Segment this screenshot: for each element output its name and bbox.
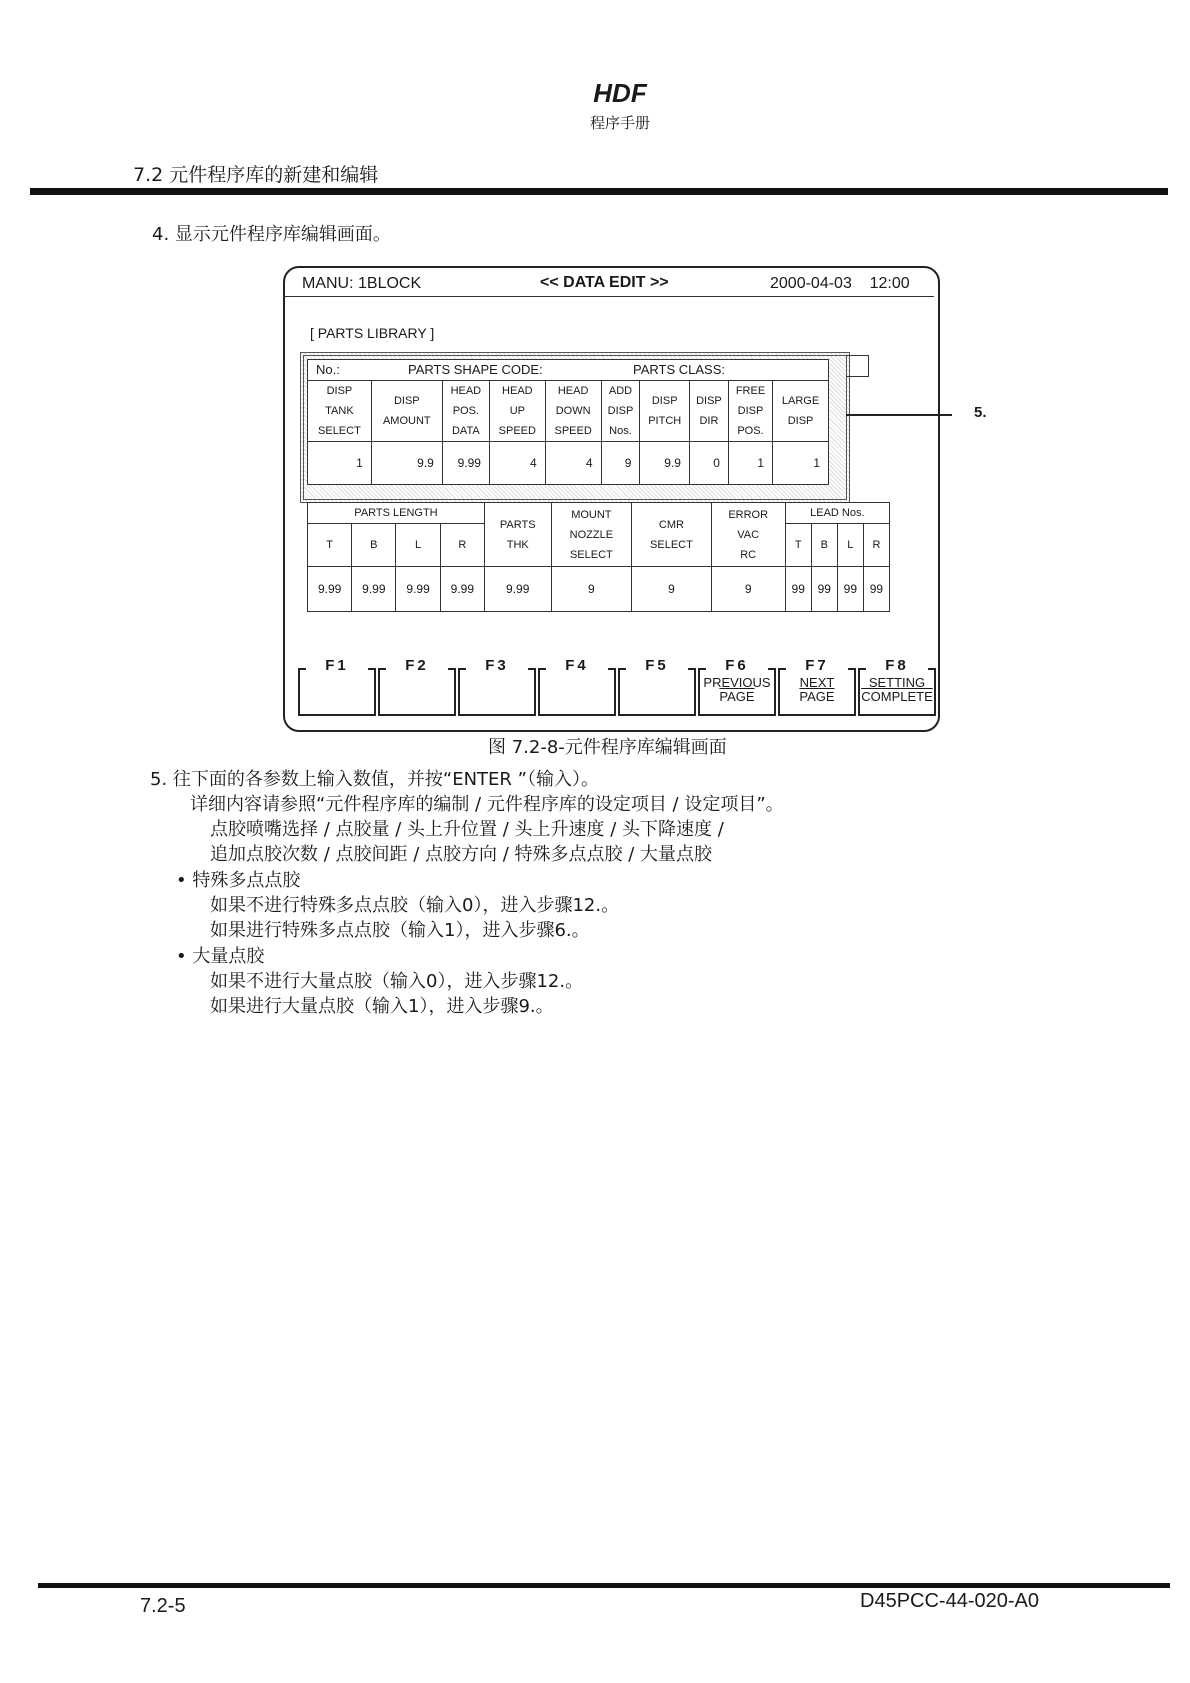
table1-col-header [545, 381, 601, 442]
screen-mode-title: << DATA EDIT >> [540, 274, 669, 291]
table1-header-line: ADD [608, 385, 633, 397]
table1-value-cell[interactable]: 9 [601, 442, 640, 485]
table1-header-line: POS. [452, 405, 479, 417]
table1-value-cell[interactable]: 1 [773, 442, 829, 485]
table1-value-cell[interactable]: 4 [545, 442, 601, 485]
function-key-f7[interactable] [778, 657, 856, 716]
table2-value-cell[interactable]: 9.99 [308, 567, 352, 612]
table1-value-row [308, 442, 829, 485]
table2-value-cell[interactable]: 9.99 [396, 567, 440, 612]
parts-thk-line2: THK [506, 538, 529, 551]
table2-value-cell[interactable]: 99 [837, 567, 863, 612]
function-key-label: F7 [786, 657, 848, 674]
bullet1-line1: 如果不进行特殊多点点胶（输入0），进入步骤12.。 [210, 895, 620, 916]
table1-header-line: PITCH [648, 415, 682, 427]
table1-header-line: DOWN [555, 405, 591, 417]
table1-col-header [640, 381, 690, 442]
no-label: No.: [316, 362, 340, 377]
table1-header-line: HEAD [502, 385, 533, 397]
table1-title-row [308, 360, 829, 381]
parts-thk-line1: PARTS [499, 518, 536, 531]
table1-value-cell[interactable]: 1 [728, 442, 772, 485]
table1-header-line: DISP [651, 395, 678, 407]
callout-5: 5. [974, 404, 987, 421]
table1-value-cell[interactable]: 1 [308, 442, 372, 485]
footer-rule [38, 1583, 1170, 1588]
table1-value-cell[interactable]: 9.9 [371, 442, 442, 485]
class-label: PARTS CLASS: [633, 362, 725, 377]
parts-library-label: [ PARTS LIBRARY ] [310, 325, 435, 341]
table1-header-line: SELECT [318, 425, 361, 437]
function-key-f8[interactable] [858, 657, 936, 716]
table2-value-cell[interactable]: 9 [632, 567, 712, 612]
function-key-f5[interactable] [618, 657, 696, 716]
table1-header-line: DISP [326, 385, 353, 397]
table1-header-line: DATA [451, 425, 480, 437]
parts-length-col-header: R [440, 524, 484, 567]
table1-header-line: DISP [787, 415, 814, 427]
manual-title: HDF [593, 78, 647, 108]
step-4-text: 4. 显示元件程序库编辑画面。 [152, 224, 391, 245]
table1-header-line: HEAD [557, 385, 589, 397]
screen-time: 12:00 [869, 275, 910, 292]
function-key-label: F1 [306, 657, 368, 674]
manual-subtitle: 程序手册 [589, 114, 650, 132]
parts-parameter-table [307, 359, 829, 485]
table1-header-line: DIR [699, 415, 719, 427]
bullet1-line2: 如果进行特殊多点点胶（输入1），进入步骤6.。 [210, 920, 590, 941]
header-rule [30, 188, 1168, 195]
error-vac-header [711, 503, 785, 567]
function-key-f6[interactable] [698, 657, 776, 716]
table1-header-line: SPEED [554, 425, 592, 437]
screen-header-rule [284, 296, 934, 297]
parts-dimension-table [307, 502, 890, 612]
cmr-select-line2: SELECT [650, 538, 693, 551]
cmr-select-line1: CMR [658, 518, 684, 531]
table1-col-header [728, 381, 772, 442]
table1-col-header [308, 381, 372, 442]
error-vac-line3: RC [740, 548, 757, 561]
table1-header-line: UP [509, 405, 525, 417]
table1-header-line: LARGE [781, 395, 820, 407]
bullet-large-dispense: • 大量点胶 [176, 946, 265, 967]
table1-col-header [601, 381, 640, 442]
function-key-f4[interactable] [538, 657, 616, 716]
bullet-special-multipoint: • 特殊多点点胶 [176, 870, 301, 891]
parts-length-header: PARTS LENGTH [308, 503, 485, 524]
table1-col-header [689, 381, 728, 442]
table2-value-cell[interactable]: 9 [711, 567, 785, 612]
screen-datetime [770, 275, 910, 293]
table1-value-cell[interactable]: 9.99 [442, 442, 489, 485]
table1-value-cell[interactable]: 4 [489, 442, 545, 485]
table2-value-cell[interactable]: 9.99 [484, 567, 551, 612]
lead-nos-col-header: R [863, 524, 889, 567]
parts-length-col-header: T [308, 524, 352, 567]
document-code: D45PCC-44-020-A0 [860, 1590, 1039, 1612]
table2-value-cell[interactable]: 9 [551, 567, 632, 612]
cmr-select-header [632, 503, 712, 567]
table1-header-line: TANK [325, 405, 354, 417]
table1-col-header [442, 381, 489, 442]
step-5-line4: 追加点胶次数 / 点胶间距 / 点胶方向 / 特殊多点点胶 / 大量点胶 [210, 844, 713, 865]
figure-caption: 图 7.2-8-元件程序库编辑画面 [488, 737, 727, 758]
function-key-f1[interactable] [298, 657, 376, 716]
screen-menu-label: MANU: 1BLOCK [302, 275, 422, 292]
table1-col-header [489, 381, 545, 442]
table1-value-cell[interactable]: 9.9 [640, 442, 690, 485]
error-vac-line1: ERROR [728, 508, 769, 521]
table1-value-cell[interactable]: 0 [689, 442, 728, 485]
parts-length-col-header: B [352, 524, 396, 567]
table2-value-row [308, 567, 890, 612]
table1-header-line: Nos. [609, 425, 632, 437]
table1-header-line: FREE [735, 385, 766, 397]
parts-length-col-header: L [396, 524, 440, 567]
lead-nos-col-header: T [785, 524, 811, 567]
table2-value-cell[interactable]: 99 [863, 567, 889, 612]
function-key-caption: COMPLETE [861, 689, 933, 704]
function-key-label: F3 [466, 657, 528, 674]
function-key-caption: SETTING [868, 675, 926, 690]
function-key-label: F5 [626, 657, 688, 674]
callout-leader-line [846, 414, 952, 416]
screen-date: 2000-04-03 [770, 275, 852, 292]
function-key-label: F6 [706, 657, 768, 674]
table1-header-line: HEAD [450, 385, 482, 397]
table1-header-line: DISP [607, 405, 634, 417]
function-key-f2[interactable] [378, 657, 456, 716]
function-key-caption: PAGE [799, 689, 835, 704]
function-key-caption: NEXT [799, 675, 835, 690]
shape-code-label: PARTS SHAPE CODE: [408, 362, 543, 377]
step-5-line1: 5. 往下面的各参数上输入数值，并按“ENTER ”（输入）。 [150, 769, 599, 790]
function-key-caption: PREVIOUS [703, 675, 771, 690]
table1-header-row [308, 381, 829, 442]
table2-value-cell[interactable]: 99 [785, 567, 811, 612]
table1-header-line: DISP [393, 395, 420, 407]
table1-col-header [371, 381, 442, 442]
lead-nos-col-header: L [837, 524, 863, 567]
section-title: 7.2 元件程序库的新建和编辑 [133, 164, 379, 186]
lead-nos-header: LEAD Nos. [785, 503, 889, 524]
function-key-label: F4 [546, 657, 608, 674]
parts-thk-header [484, 503, 551, 567]
table1-header-line: DISP [737, 405, 764, 417]
table1-header-line: AMOUNT [382, 415, 431, 427]
bullet2-line2: 如果进行大量点胶（输入1），进入步骤9.。 [210, 996, 554, 1017]
function-key-label: F2 [386, 657, 448, 674]
table1-col-header [773, 381, 829, 442]
highlight-box-tab [846, 355, 869, 377]
table1-header-line: POS. [737, 425, 764, 437]
mount-nozzle-line2: NOZZLE [569, 528, 614, 541]
mount-nozzle-line3: SELECT [569, 548, 613, 561]
table2-value-cell[interactable]: 9.99 [352, 567, 396, 612]
step-5-line3: 点胶喷嘴选择 / 点胶量 / 头上升位置 / 头上升速度 / 头下降速度 / [210, 819, 724, 840]
table1-header-line: SPEED [498, 425, 536, 437]
table2-value-cell[interactable]: 99 [811, 567, 837, 612]
function-key-caption: PAGE [719, 689, 755, 704]
function-key-label: F8 [866, 657, 928, 674]
table2-value-cell[interactable]: 9.99 [440, 567, 484, 612]
step-5-line2: 详细内容请参照“元件程序库的编制 / 元件程序库的设定项目 / 设定项目”。 [190, 794, 784, 815]
table1-header-line: DISP [696, 395, 722, 407]
page-number: 7.2-5 [140, 1595, 186, 1617]
function-key-f3[interactable] [458, 657, 536, 716]
mount-nozzle-line1: MOUNT [571, 508, 612, 521]
mount-nozzle-header [551, 503, 632, 567]
error-vac-line2: VAC [737, 528, 760, 541]
bullet2-line1: 如果不进行大量点胶（输入0），进入步骤12.。 [210, 971, 584, 992]
lead-nos-col-header: B [811, 524, 837, 567]
